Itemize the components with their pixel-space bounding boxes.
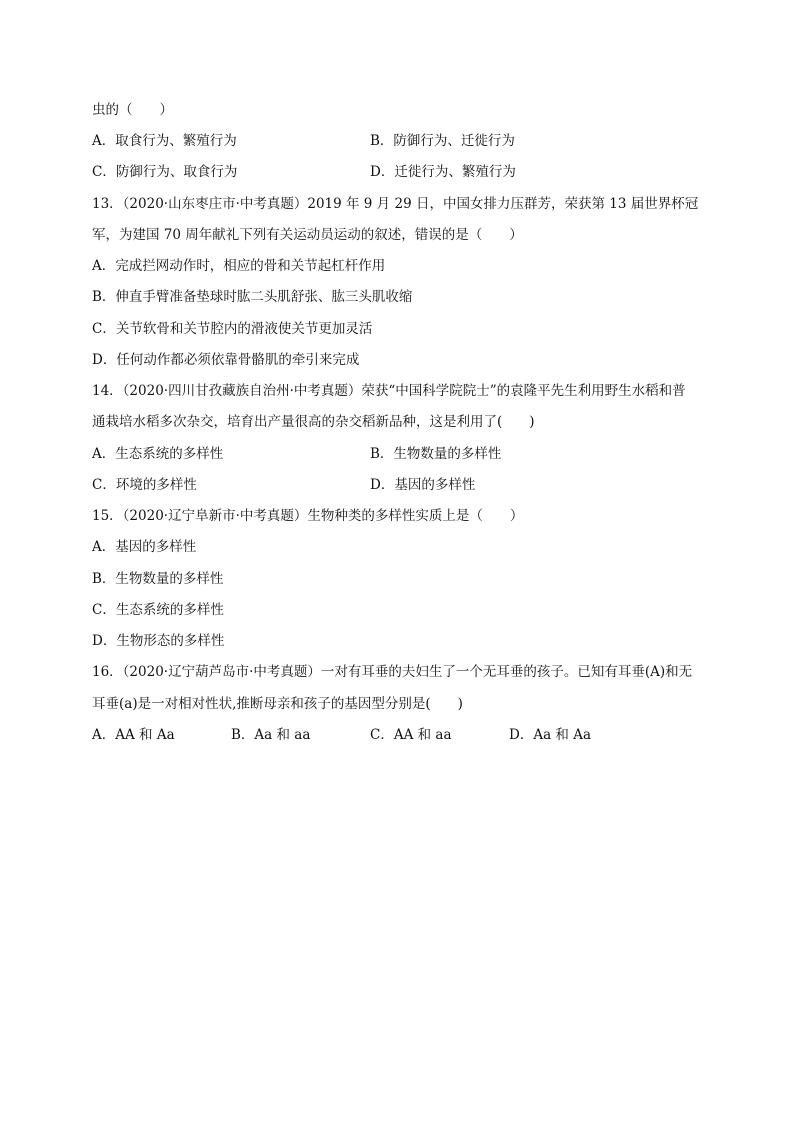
q13-stem-line2: 军，为建国 70 周年献礼下列有关运动员运动的叙述，错误的是（ ） (92, 227, 523, 243)
q13-option-d: D．任何动作都必须依靠骨骼肌的牵引来完成 (92, 352, 360, 368)
q14-stem-line1: 14．（2020·四川甘孜藏族自治州·中考真题）荣获“中国科学院院士”的袁隆平先生利用野生水稻和普 (92, 383, 686, 399)
q13-option-a: A．完成拦网动作时，相应的骨和关节起杠杆作用 (92, 258, 386, 274)
q14-option-b: B．生物数量的多样性 (370, 446, 502, 462)
q12-stem-tail: 虫的（ ） (92, 102, 173, 118)
q14-stem-line2: 通栽培水稻多次杂交，培育出产量很高的杂交稻新品种，这是利用了( ) (92, 414, 535, 430)
q13-stem-line1: 13．（2020·山东枣庄市·中考真题）2019 年 9 月 29 日，中国女排力压群芳，荣获第 13 届世界杯冠 (92, 196, 699, 212)
q14-option-d: D．基因的多样性 (370, 477, 476, 493)
q15-option-a: A．基因的多样性 (92, 539, 197, 555)
q14-option-a: A．生态系统的多样性 (92, 446, 224, 462)
q13-option-c: C．关节软骨和关节腔内的滑液使关节更加灵活 (92, 321, 373, 337)
q15-option-b: B．生物数量的多样性 (92, 571, 224, 587)
q12-option-a: A．取食行为、繁殖行为 (92, 133, 237, 149)
q15-stem: 15．（2020·辽宁阜新市·中考真题）生物种类的多样性实质上是（ ） (92, 508, 524, 524)
q12-option-d: D．迁徙行为、繁殖行为 (370, 164, 516, 180)
q16-option-b: B．Aa 和 aa (231, 727, 311, 743)
q15-option-d: D．生物形态的多样性 (92, 633, 225, 649)
q16-option-d: D．Aa 和 Aa (509, 727, 592, 743)
q15-option-c: C．生态系统的多样性 (92, 602, 224, 618)
q16-stem-line2: 耳垂(a)是一对相对性状,推断母亲和孩子的基因型分别是( ) (92, 696, 463, 712)
q13-option-b: B．伸直手臂准备垫球时肱二头肌舒张、肱三头肌收缩 (92, 289, 413, 305)
q16-option-a: A．AA 和 Aa (92, 727, 175, 743)
q14-option-c: C．环境的多样性 (92, 477, 197, 493)
q12-option-b: B．防御行为、迁徙行为 (370, 133, 515, 149)
q12-option-c: C．防御行为、取食行为 (92, 164, 238, 180)
q16-stem-line1: 16．（2020·辽宁葫芦岛市·中考真题）一对有耳垂的夫妇生了一个无耳垂的孩子。已知有耳垂(A)和无 (92, 664, 693, 680)
q16-option-c: C．AA 和 aa (370, 727, 452, 743)
